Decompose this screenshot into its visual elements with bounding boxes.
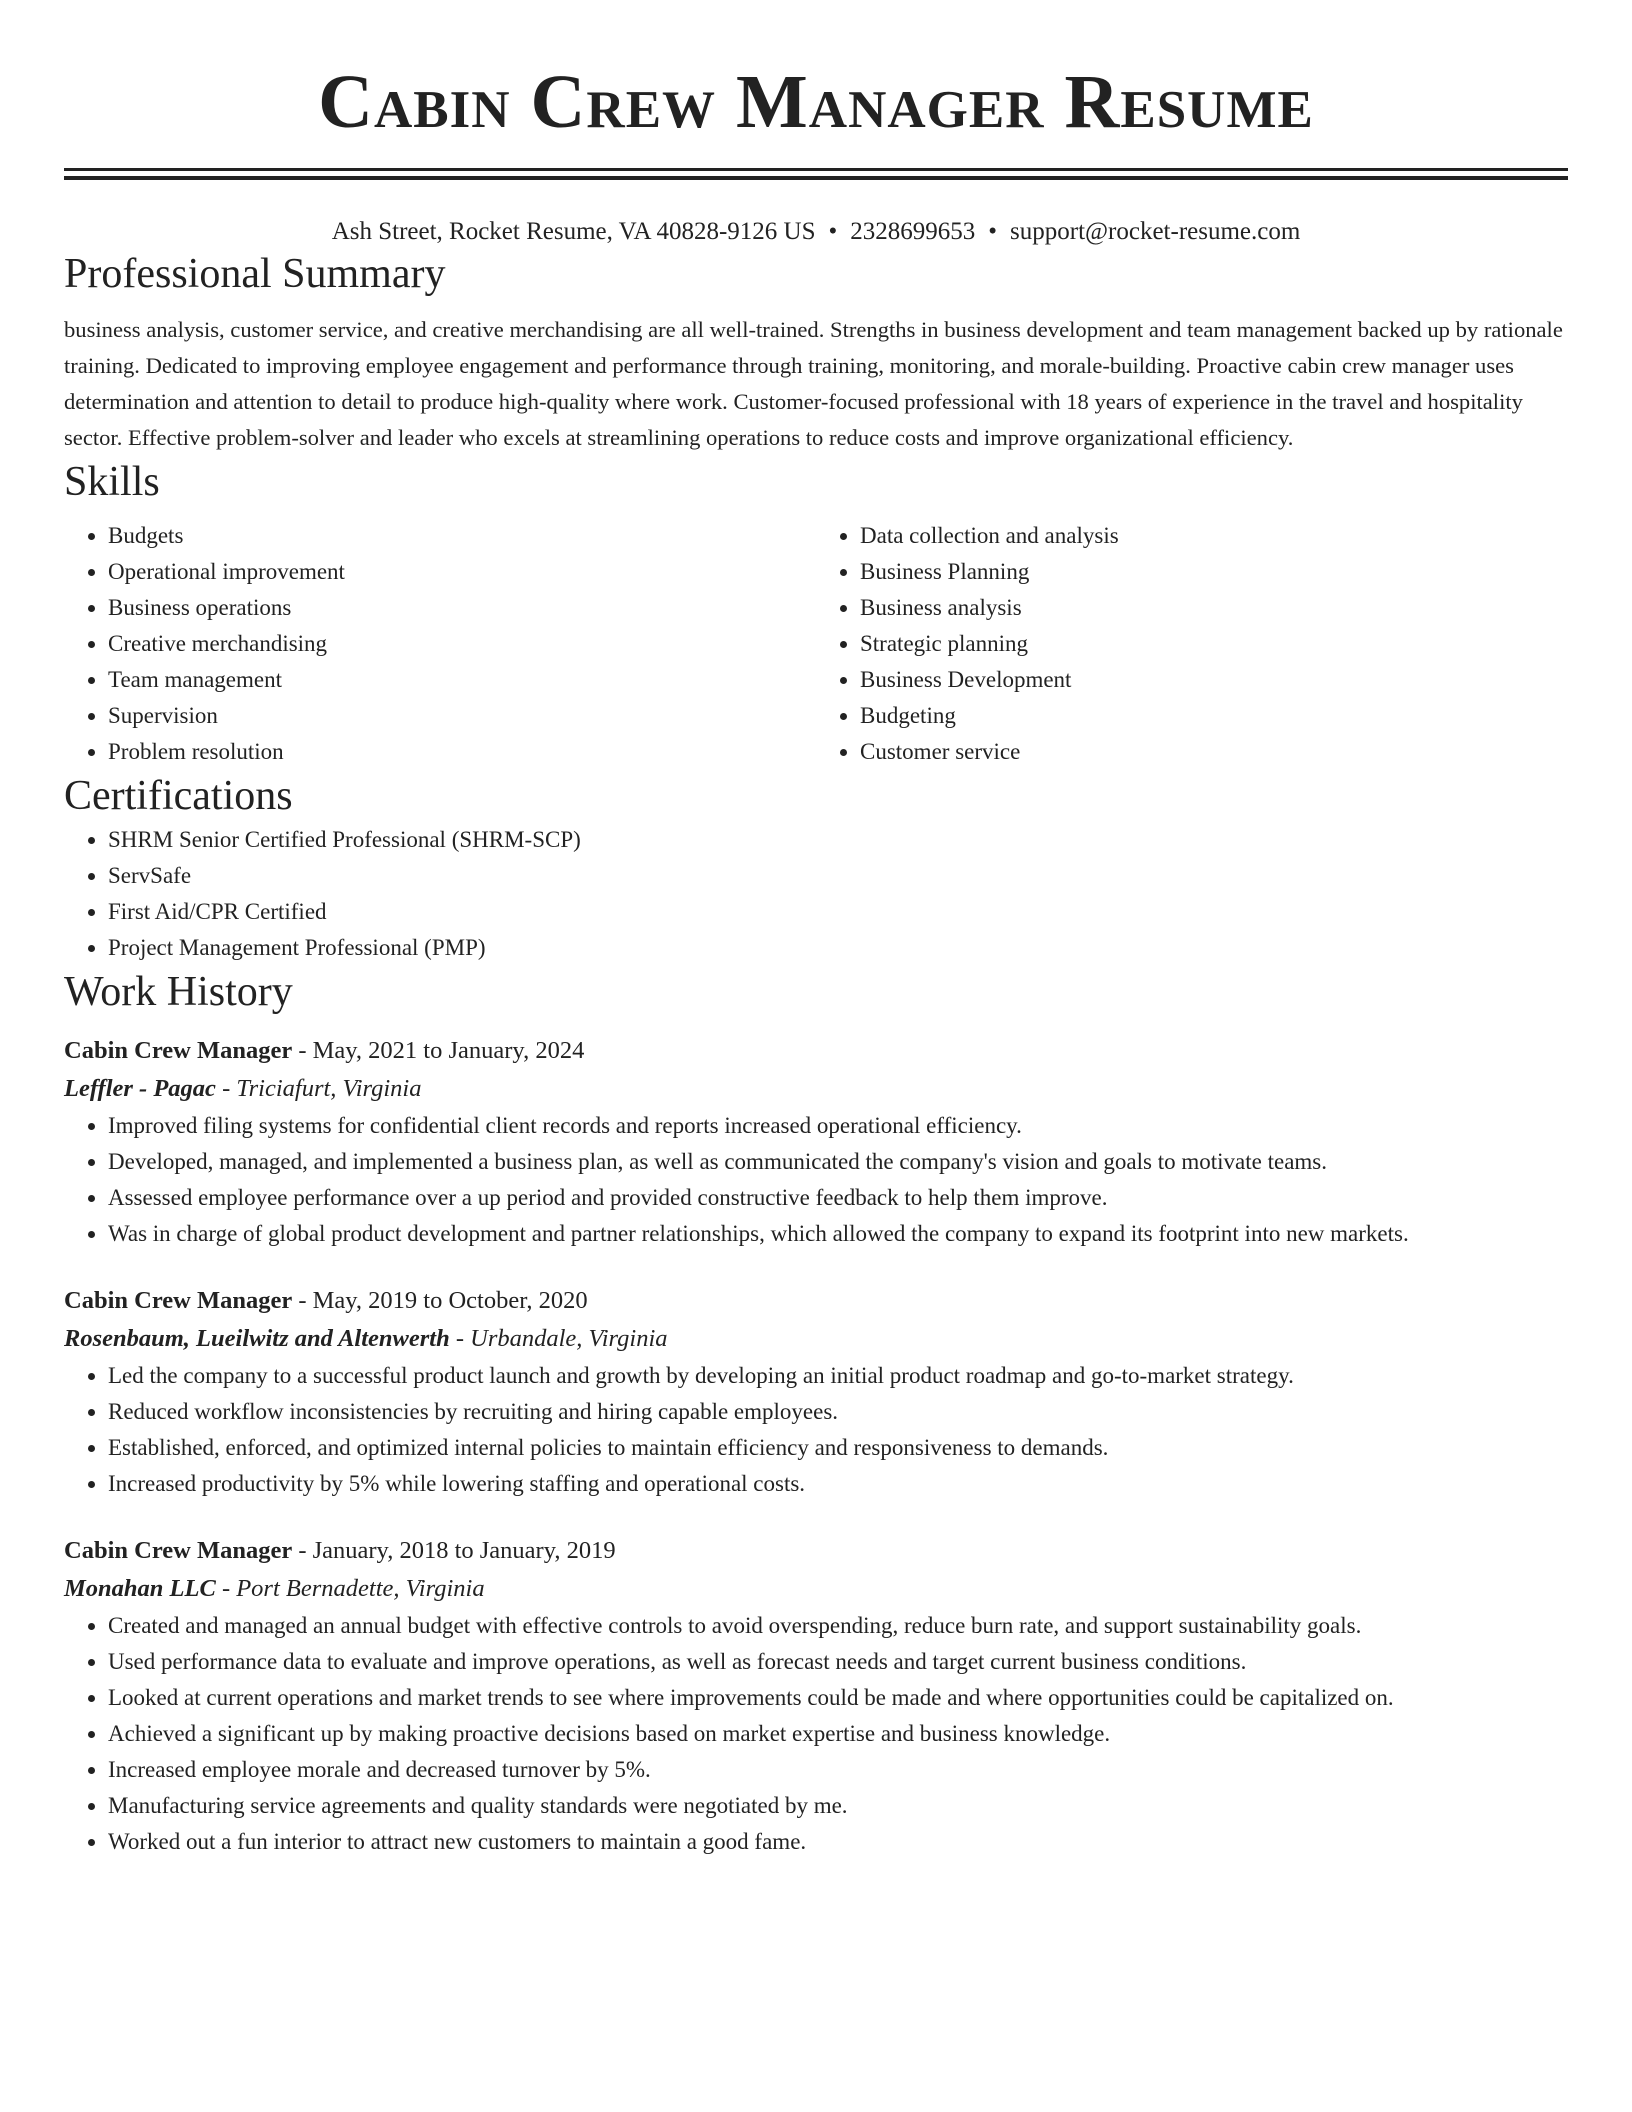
job-company: Monahan LLC [64, 1575, 216, 1602]
job-role: Cabin Crew Manager [64, 1287, 293, 1314]
skill-item: • Strategic planning [860, 626, 1568, 662]
skill-item: • Budgeting [860, 698, 1568, 734]
skill-item: • Problem resolution [108, 734, 816, 770]
job-company: Rosenbaum, Lueilwitz and Altenwerth [64, 1325, 450, 1352]
job-bullet: • Increased employee morale and decreased turnover by 5%. [108, 1752, 1568, 1788]
job-bullets [64, 1358, 1568, 1502]
job-bullet: • Reduced workflow inconsistencies by recruiting and hiring capable employees. [108, 1394, 1568, 1430]
job-entry [64, 1532, 1568, 1860]
job-location: - Triciafurt, Virginia [215, 1075, 422, 1102]
skill-item: • Business analysis [860, 590, 1568, 626]
resume-title: Cabin Crew Manager Resume [318, 60, 1314, 144]
skill-item: • Business Planning [860, 554, 1568, 590]
job-bullet: • Created and managed an annual budget with effective controls to avoid overspending, reduce burn rate, and support sustainability goals. [108, 1608, 1568, 1644]
skill-item: • Data collection and analysis [860, 518, 1568, 554]
job-bullet: • Led the company to a successful product launch and growth by developing an initial product roadmap and go-to-market strategy. [108, 1358, 1568, 1394]
certifications-list [64, 822, 1568, 966]
contact-email: support@rocket-resume.com [1010, 218, 1301, 245]
job-company-line [64, 1070, 1568, 1108]
job-bullet: • Achieved a significant up by making proactive decisions based on market expertise and business knowledge. [108, 1716, 1568, 1752]
skill-item: • Team management [108, 662, 816, 698]
title-divider [64, 168, 1568, 180]
job-bullets [64, 1608, 1568, 1860]
job-bullet: • Established, enforced, and optimized internal policies to maintain efficiency and responsiveness to demands. [108, 1430, 1568, 1466]
work-history-heading: Work History [64, 969, 293, 1015]
job-dates: - May, 2021 to January, 2024 [292, 1037, 585, 1064]
summary-text: business analysis, customer service, and creative merchandising are all well-trained. Strengths in business development and team management backed up by rationale training. Dedicated to improving employee engagement and performance through training, monitoring, and morale-building. Proactive cabin crew manager uses determination and attention to detail to produce high-quality where work. Customer-focused professional with 18 years of experience in the travel and hospitality sector. Effective problem-solver and leader who excels at streamlining operations to reduce costs and improve organizational efficiency. [64, 317, 1563, 450]
job-company: Leffler - Pagac [64, 1075, 216, 1102]
job-bullet: • Manufacturing service agreements and quality standards were negotiated by me. [108, 1788, 1568, 1824]
contact-line [64, 216, 1568, 248]
job-header [64, 1032, 1568, 1070]
certifications-heading: Certifications [64, 773, 293, 819]
job-dates: - May, 2019 to October, 2020 [292, 1287, 588, 1314]
job-dates: - January, 2018 to January, 2019 [292, 1537, 616, 1564]
job-bullets [64, 1108, 1568, 1252]
skill-item: • Budgets [108, 518, 816, 554]
job-bullet: • Increased productivity by 5% while lowering staffing and operational costs. [108, 1466, 1568, 1502]
contact-separator: • [988, 218, 998, 245]
job-role: Cabin Crew Manager [64, 1037, 293, 1064]
skill-item: • Business operations [108, 590, 816, 626]
skill-item: • Supervision [108, 698, 816, 734]
skill-item: • Customer service [860, 734, 1568, 770]
job-header [64, 1532, 1568, 1570]
skill-item: • Creative merchandising [108, 626, 816, 662]
certification-item: • SHRM Senior Certified Professional (SHRM-SCP) [108, 822, 1568, 858]
job-entry [64, 1032, 1568, 1252]
job-location: - Port Bernadette, Virginia [215, 1575, 485, 1602]
summary-heading: Professional Summary [64, 251, 446, 297]
job-bullet: • Improved filing systems for confidential client records and reports increased operational efficiency. [108, 1108, 1568, 1144]
job-bullet: • Developed, managed, and implemented a business plan, as well as communicated the company's vision and goals to motivate teams. [108, 1144, 1568, 1180]
job-location: - Urbandale, Virginia [449, 1325, 668, 1352]
contact-address: Ash Street, Rocket Resume, VA 40828-9126 US [331, 218, 816, 245]
certification-item: • Project Management Professional (PMP) [108, 930, 1568, 966]
job-bullet: • Was in charge of global product development and partner relationships, which allowed the company to expand its footprint into new markets. [108, 1216, 1568, 1252]
skills-list-left [64, 518, 816, 770]
job-bullet: • Worked out a fun interior to attract new customers to maintain a good fame. [108, 1824, 1568, 1860]
skill-item: • Business Development [860, 662, 1568, 698]
skills-heading: Skills [64, 459, 160, 505]
job-entry [64, 1282, 1568, 1502]
job-bullet: • Used performance data to evaluate and improve operations, as well as forecast needs and target current business conditions. [108, 1644, 1568, 1680]
job-company-line [64, 1320, 1568, 1358]
job-header [64, 1282, 1568, 1320]
job-role: Cabin Crew Manager [64, 1537, 293, 1564]
job-company-line [64, 1570, 1568, 1608]
skills-list-right [816, 518, 1568, 770]
job-bullet: • Looked at current operations and market trends to see where improvements could be made and where opportunities could be capitalized on. [108, 1680, 1568, 1716]
contact-separator: • [828, 218, 838, 245]
job-bullet: • Assessed employee performance over a up period and provided constructive feedback to help them improve. [108, 1180, 1568, 1216]
skill-item: • Operational improvement [108, 554, 816, 590]
certification-item: • First Aid/CPR Certified [108, 894, 1568, 930]
certification-item: • ServSafe [108, 858, 1568, 894]
contact-phone: 2328699653 [850, 218, 976, 245]
skills-columns [64, 518, 1568, 770]
